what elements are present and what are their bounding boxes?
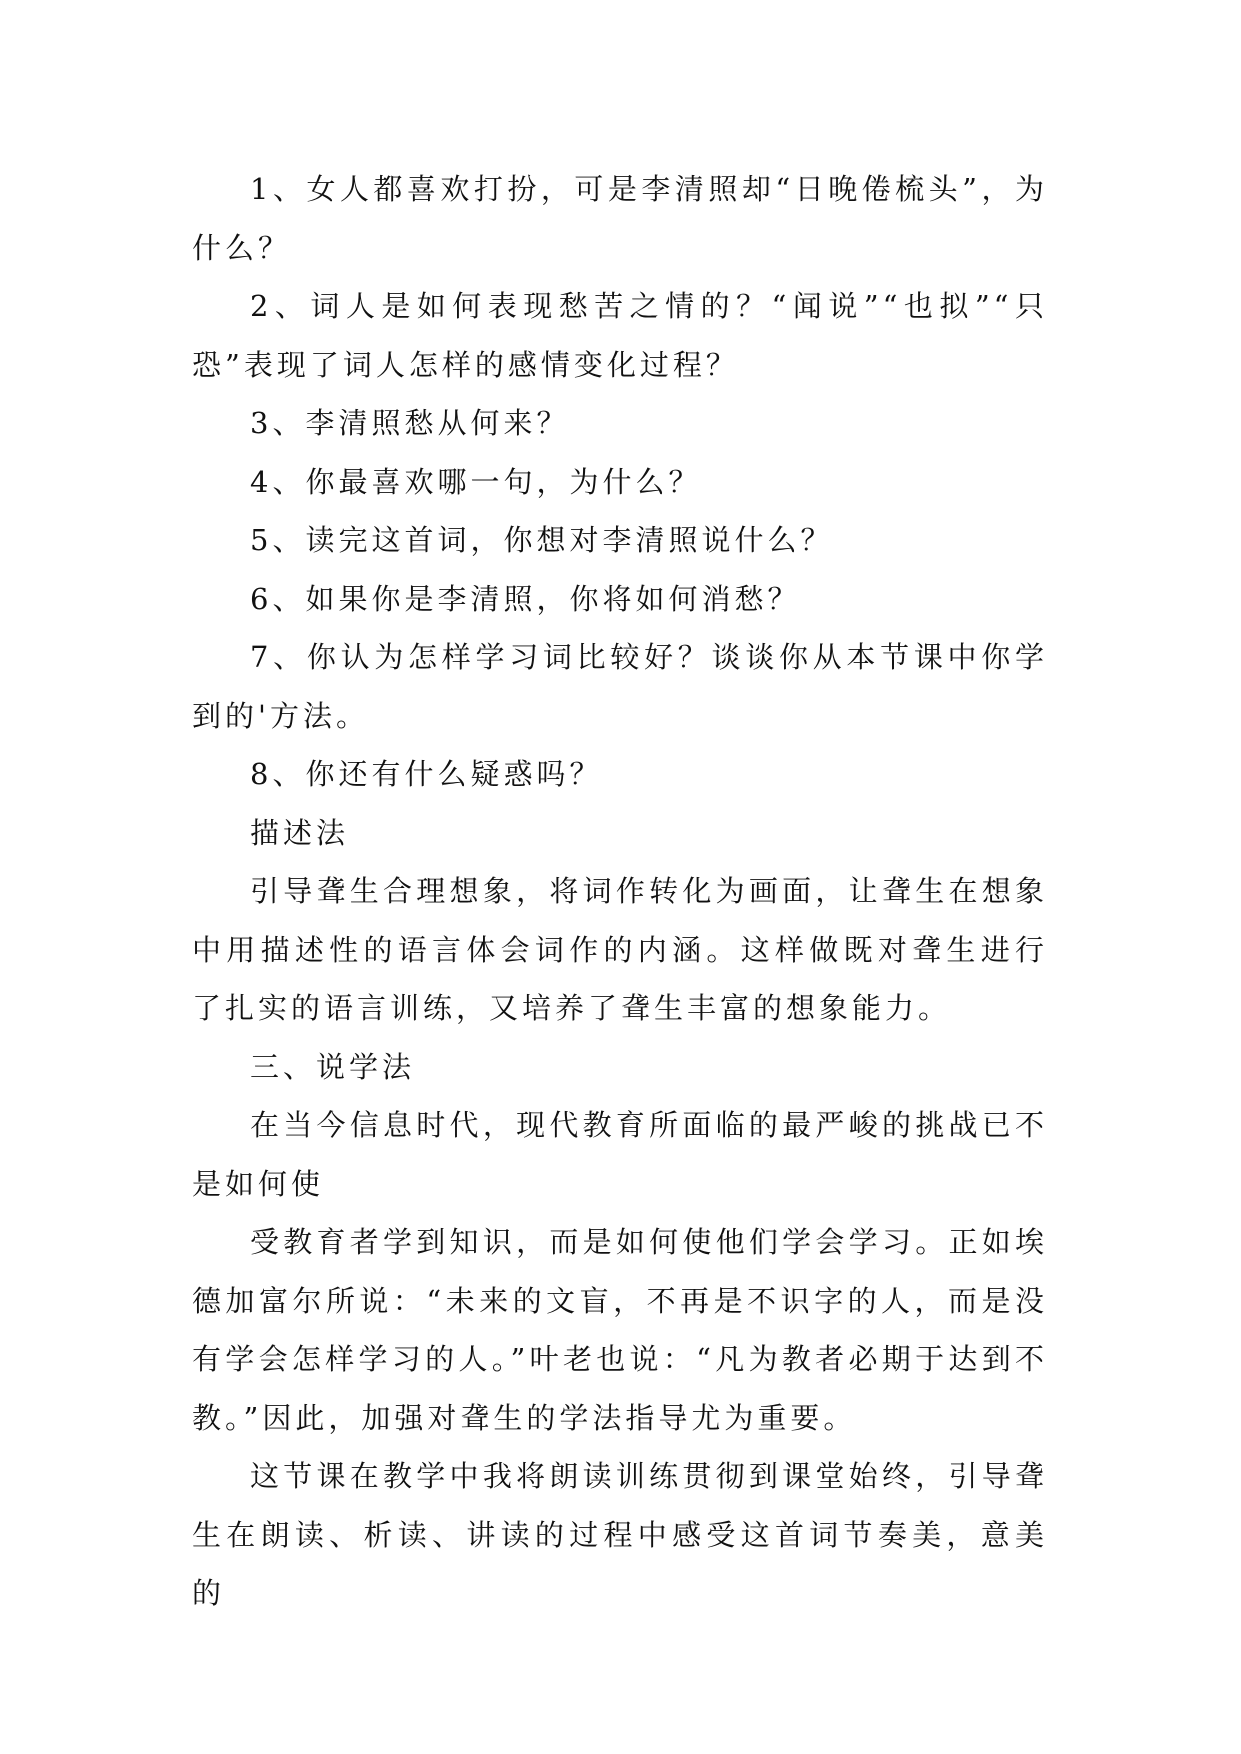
question-4: 4、你最喜欢哪一句，为什么？: [250, 464, 702, 499]
document-page: [192, 160, 1048, 1623]
question-8: 8、你还有什么疑惑吗？: [250, 757, 603, 791]
question-6: 6、如果你是李清照，你将如何消愁？: [250, 581, 801, 616]
question-1: 1、女人都喜欢打扮，可是李清照却“日晚倦梳头”，为什么？: [192, 172, 1048, 265]
question-2: 2、词人是如何表现愁苦之情的？“闻说”“也拟”“只恐”表现了词人怎样的感情变化过程？: [192, 289, 1048, 382]
question-5: 5、读完这首词，你想对李清照说什么？: [250, 523, 834, 557]
study-method-paragraph-1: 在当今信息时代，现代教育所面临的最严峻的挑战已不是如何使: [192, 1108, 1048, 1201]
description-method-paragraph: 引导聋生合理想象，将词作转化为画面，让聋生在想象中用描述性的语言体会词作的内涵。这样做既对聋生进行了扎实的语言训练，又培养了聋生丰富的想象能力。: [192, 874, 1048, 1025]
study-method-paragraph-3: 这节课在教学中我将朗读训练贯彻到课堂始终，引导聋生在朗读、析读、讲读的过程中感受这首词节奏美，意美的: [192, 1459, 1048, 1610]
question-3: 3、李清照愁从何来？: [250, 406, 570, 440]
question-7: 7、你认为怎样学习词比较好？谈谈你从本节课中你学到的'方法。: [192, 640, 1048, 733]
section-heading-study-method: 三、说学法: [250, 1049, 416, 1084]
study-method-paragraph-2: 受教育者学到知识，而是如何使他们学会学习。正如埃德加富尔所说：“未来的文盲，不再是不识字的人，而是没有学会怎样学习的人。”叶老也说：“凡为教者必期于达到不教。”因此，加强对聋生的学法指导尤为重要。: [192, 1225, 1048, 1435]
section-heading-description-method: 描述法: [250, 815, 350, 850]
